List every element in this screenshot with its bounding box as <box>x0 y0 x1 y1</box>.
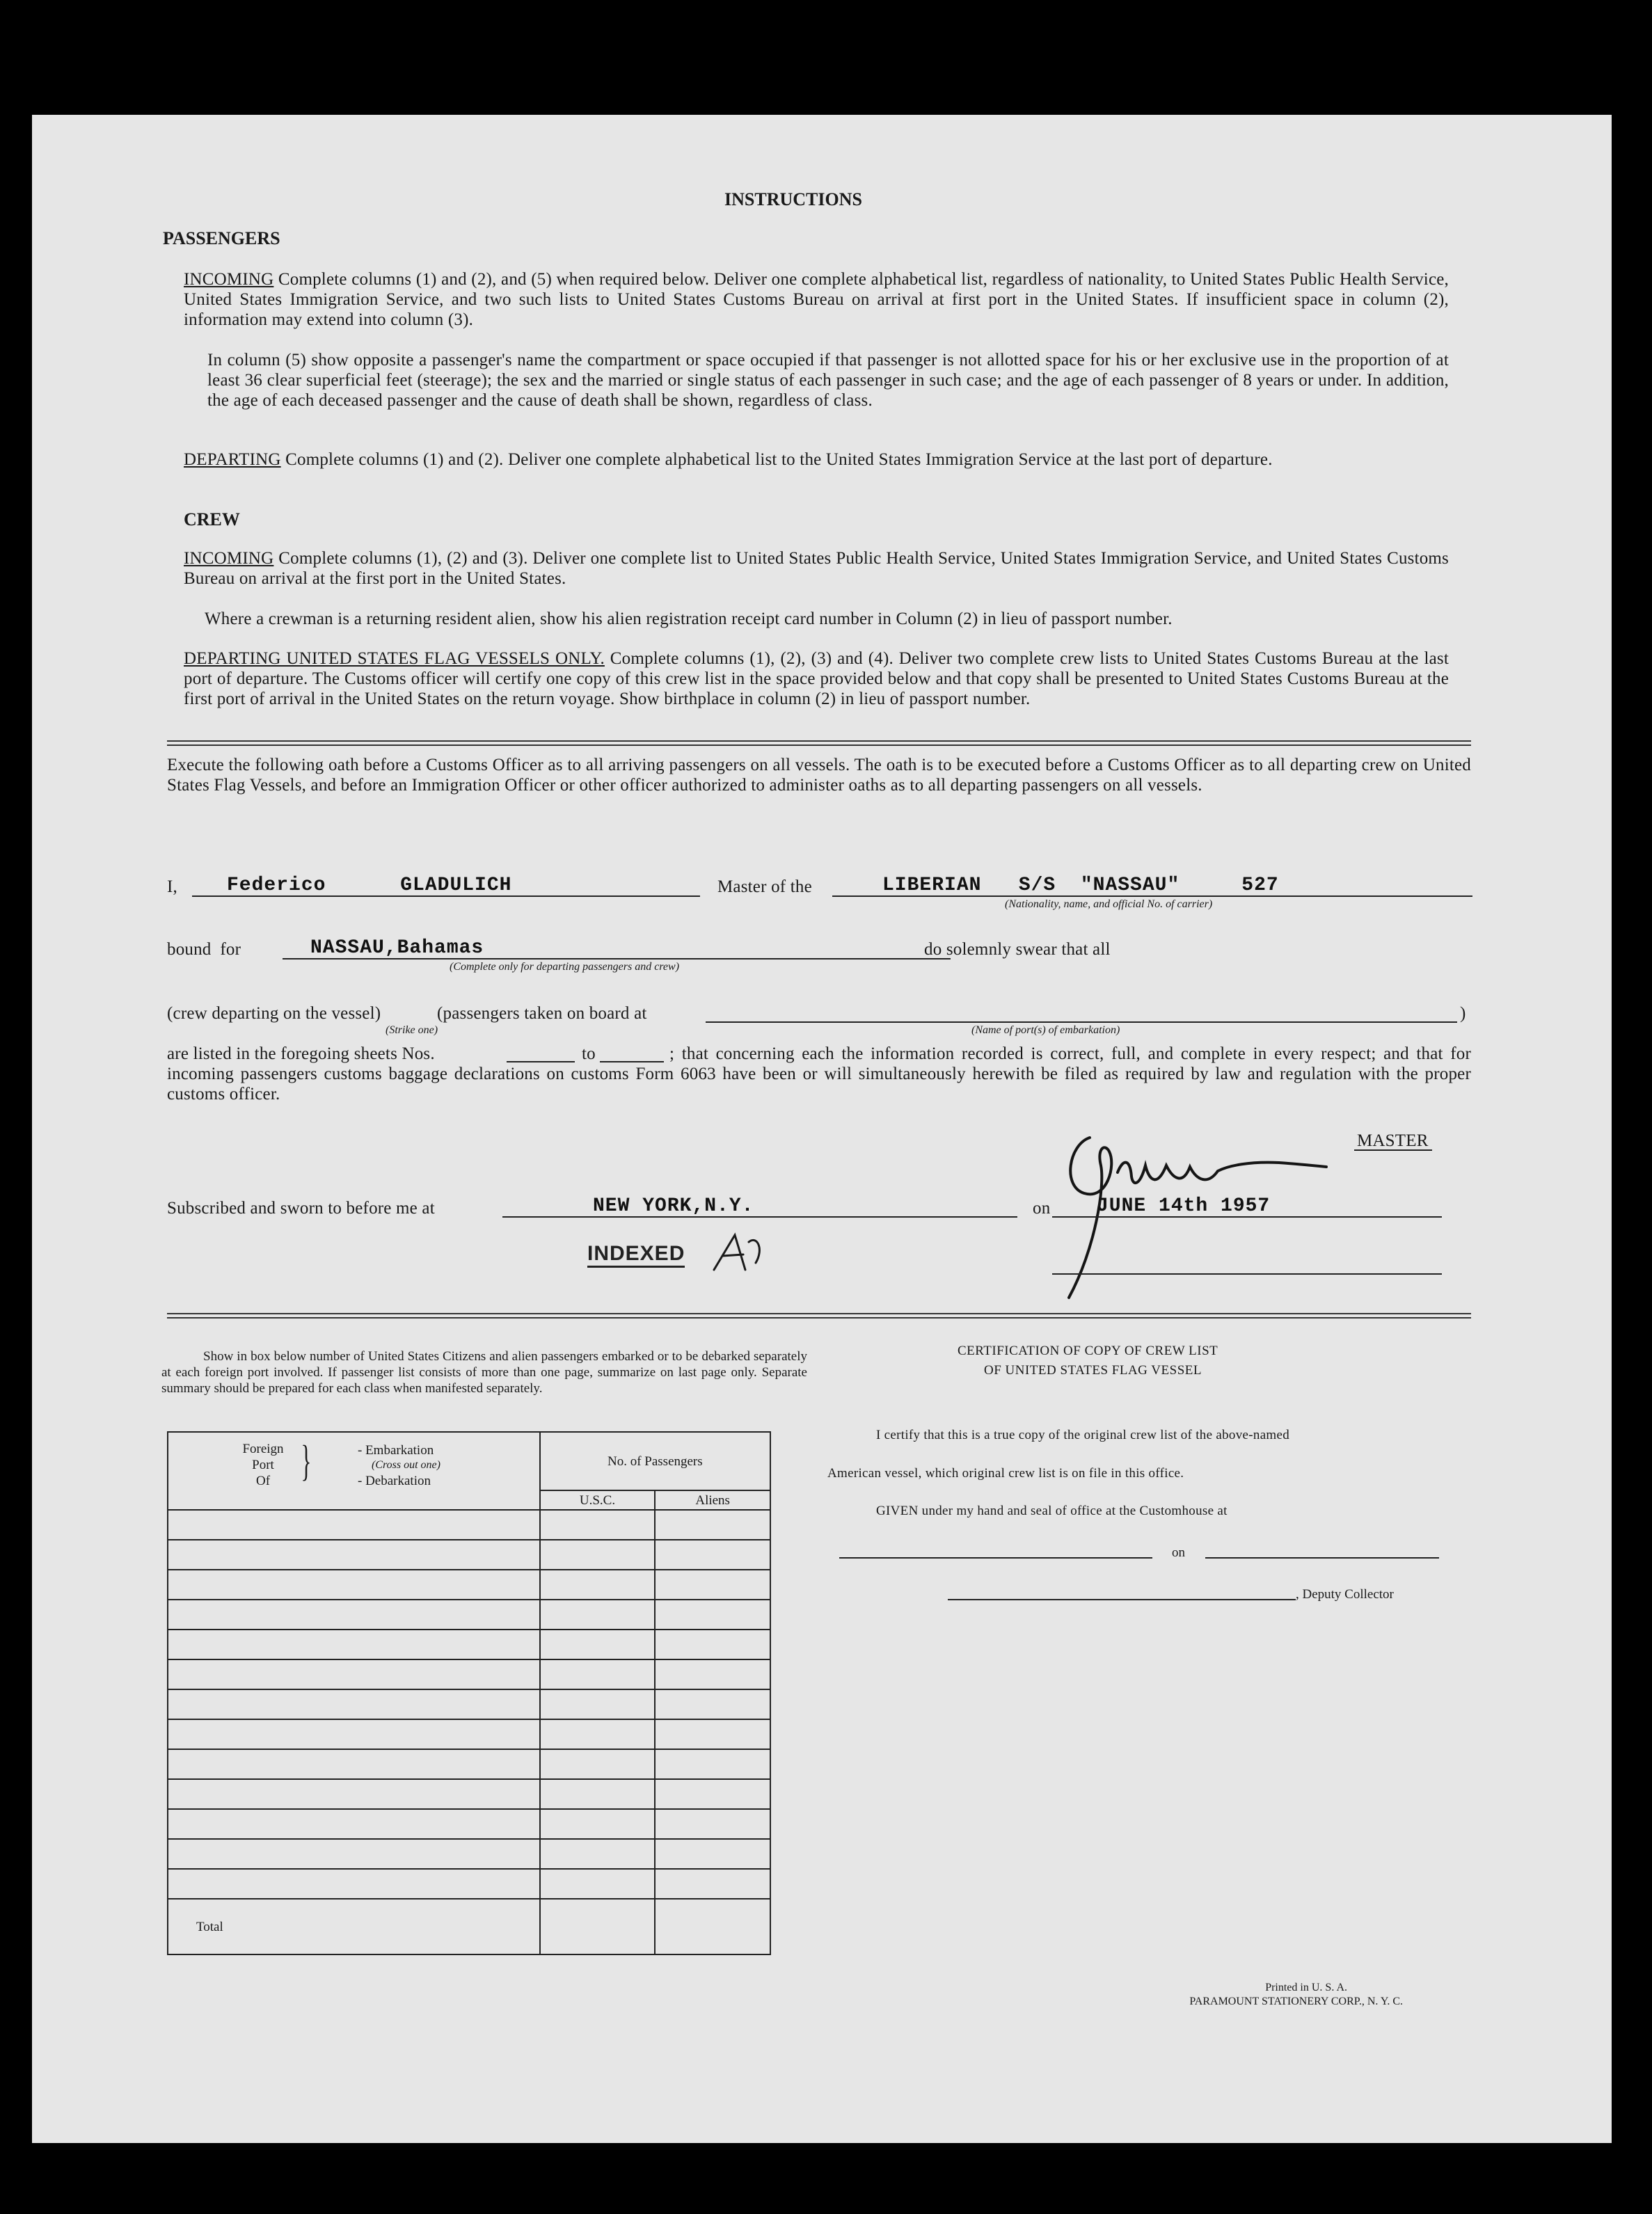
table-row <box>168 1809 770 1839</box>
no-passengers-header: No. of Passengers <box>540 1432 770 1490</box>
table-row <box>168 1869 770 1899</box>
aliens-header: Aliens <box>655 1490 770 1510</box>
passengers-incoming-label: INCOMING <box>184 270 274 289</box>
passenger-summary-table <box>167 1431 771 1955</box>
table-row <box>168 1779 770 1809</box>
passengers-column5-instructions: In column (5) show opposite a passenger's name the compartment or space occupied if that passenger is not allotted space for his or her exclusive use in the proportion of at least 36 clear superficial feet (steerage); the sex and the married or single status of each passenger in such case; and the age of each passenger of 8 years or under. In addition, the age of each deceased passenger and the cause of death shall be shown, regardless of class. <box>207 351 1449 410</box>
master-label: MASTER <box>1357 1131 1429 1150</box>
port-label: Port <box>252 1458 274 1472</box>
page-title: INSTRUCTIONS <box>724 189 862 209</box>
close-paren: ) <box>1460 1004 1466 1023</box>
ports-embarkation-caption: (Name of port(s) of embarkation) <box>971 1024 1120 1036</box>
master-name-line <box>192 895 700 897</box>
crew-departing-label: DEPARTING UNITED STATES FLAG VESSELS ONLY. <box>184 649 605 668</box>
table-row <box>168 1630 770 1659</box>
total-label: Total <box>168 1899 540 1954</box>
summary-instructions: Show in box below number of United States Citizens and alien passengers embarked or to be debarked separately at each foreign port involved. If passenger list consists of more than one page, summarize on last page only. Separate summary should be prepared for each class when manifested separately. <box>161 1349 807 1396</box>
passengers-heading: PASSENGERS <box>163 228 280 248</box>
subscribed-place-line <box>502 1216 1017 1218</box>
crew-departing-text: Complete columns (1), (2), (3) and (4). Deliver two complete crew lists to United States Customs Bureau at the last port of departure. The Customs officer will certify one copy of this crew list in the space provided below and that copy shall be presented to United States Customs Bureau at the first port of arrival in the United States on the return voyage. Show birthplace in column (2) in lieu of passport number. <box>184 649 1449 708</box>
certification-heading-line2: OF UNITED STATES FLAG VESSEL <box>984 1363 1202 1378</box>
bound-for-line <box>283 958 951 959</box>
crew-incoming-label: INCOMING <box>184 549 274 568</box>
subscribed-on-label: on <box>1033 1199 1051 1218</box>
strike-one-caption: (Strike one) <box>386 1024 438 1036</box>
certification-statement-line1: I certify that this is a true copy of the original crew list of the above-named <box>876 1428 1290 1442</box>
summary-divider <box>167 1313 1471 1319</box>
certification-heading-line1: CERTIFICATION OF COPY OF CREW LIST <box>958 1344 1218 1358</box>
vessel-name: LIBERIAN S/S "NASSAU" 527 <box>882 875 1279 896</box>
bound-for-caption: (Complete only for departing passengers and crew) <box>450 961 680 973</box>
foreign-port-header <box>168 1432 540 1510</box>
crew-departing-instructions <box>184 648 1449 709</box>
printed-in-usa: Printed in U. S. A. <box>1265 1982 1347 1993</box>
crew-heading: CREW <box>184 509 240 529</box>
oath-i-label: I, <box>167 877 177 896</box>
foreign-label: Foreign <box>242 1442 284 1456</box>
table-row <box>168 1600 770 1630</box>
crew-resident-alien-instructions: Where a crewman is a returning resident alien, show his alien registration receipt card number in Column (2) in lieu of passport number. <box>205 610 1173 628</box>
crew-incoming-text: Complete columns (1), (2) and (3). Deliver one complete list to United States Public Health Service, United States Immigration Service, and United States Customs Bureau on arrival at the first port in the United States. <box>184 549 1449 588</box>
certification-date-line <box>1205 1557 1439 1559</box>
table-row <box>168 1540 770 1570</box>
subscribed-date: JUNE 14th 1957 <box>1097 1195 1271 1217</box>
section-divider <box>167 740 1471 746</box>
to-label: to <box>582 1044 596 1063</box>
table-row <box>168 1570 770 1600</box>
cross-out-caption: (Cross out one) <box>372 1459 440 1471</box>
indexed-stamp: INDEXED <box>587 1242 685 1268</box>
ports-embarkation-line <box>706 1021 1457 1023</box>
table-row <box>168 1659 770 1689</box>
passengers-incoming-instructions <box>184 269 1449 330</box>
swear-text: do solemnly swear that all <box>924 940 1111 959</box>
listed-rest-text: ; that concerning each the information recorded is correct, full, and complete in every respect; and that for incoming passengers customs baggage declarations on customs Form 6063 have been or will simultaneously herewith be filed as required by law and regulation with the proper customs officer. <box>167 1044 1471 1104</box>
of-label: Of <box>255 1474 271 1488</box>
passengers-departing-text: Complete columns (1) and (2). Deliver one complete alphabetical list to the United States Immigration Service at the last port of departure. <box>280 450 1273 469</box>
subscribed-label: Subscribed and sworn to before me at <box>167 1199 435 1218</box>
table-row <box>168 1749 770 1779</box>
table-row <box>168 1839 770 1869</box>
printer-name: PARAMOUNT STATIONERY CORP., N. Y. C. <box>1189 1996 1403 2007</box>
listed-text: are listed in the foregoing sheets Nos. <box>167 1044 435 1063</box>
passengers-departing-label: DEPARTING <box>184 450 281 469</box>
deputy-collector-line <box>948 1599 1296 1600</box>
table-row <box>168 1689 770 1719</box>
vessel-line <box>832 895 1472 897</box>
usc-header: U.S.C. <box>540 1490 656 1510</box>
total-row <box>168 1899 770 1954</box>
brace-glyph: } <box>301 1437 312 1485</box>
printer-imprint <box>1090 1981 1403 2009</box>
master-of-label: Master of the <box>717 877 812 896</box>
passengers-taken-option: (passengers taken on board at <box>437 1004 647 1023</box>
passengers-incoming-text: Complete columns (1) and (2), and (5) when required below. Deliver one complete alphabetical list, regardless of nationality, to United States Public Health Service, United States Immigration Service, and two such lists to United States Customs Bureau on arrival at first port in the United States. If insufficient space in column (2), information may extend into column (3). <box>184 270 1449 329</box>
vessel-caption: (Nationality, name, and official No. of carrier) <box>1005 898 1213 910</box>
subscribed-date-line <box>1052 1216 1442 1218</box>
certification-given-text: GIVEN under my hand and seal of office at the Customhouse at <box>876 1504 1228 1518</box>
certification-on-label: on <box>1172 1545 1185 1560</box>
crew-departing-option: (crew departing on the vessel) <box>167 1004 381 1023</box>
document-page <box>32 115 1612 2143</box>
embarkation-label: - Embarkation <box>358 1443 434 1458</box>
subscribed-place: NEW YORK,N.Y. <box>593 1195 754 1217</box>
foreign-port-of-label <box>235 1441 291 1489</box>
bound-for-label: bound for <box>167 940 241 959</box>
customhouse-line <box>839 1557 1152 1559</box>
officer-signature-line <box>1052 1273 1442 1275</box>
master-name: Federico GLADULICH <box>227 875 512 896</box>
debarkation-label: - Debarkation <box>358 1474 431 1488</box>
oath-instruction: Execute the following oath before a Customs Officer as to all arriving passengers on all vessels. The oath is to be executed before a Customs Officer as to all departing crew on United States Flag Vessels, and before an Immigration Officer or other officer authorized to administer oaths as to all departing passengers on all vessels. <box>167 756 1471 795</box>
passengers-departing-instructions <box>184 449 1449 470</box>
table-row <box>168 1719 770 1749</box>
table-row <box>168 1510 770 1540</box>
deputy-collector-label: , Deputy Collector <box>1296 1587 1394 1602</box>
certification-statement-line2: American vessel, which original crew list is on file in this office. <box>827 1466 1184 1481</box>
bound-for-destination: NASSAU,Bahamas <box>310 937 484 959</box>
crew-incoming-instructions <box>184 548 1449 589</box>
indexed-initials-mark <box>707 1228 770 1277</box>
